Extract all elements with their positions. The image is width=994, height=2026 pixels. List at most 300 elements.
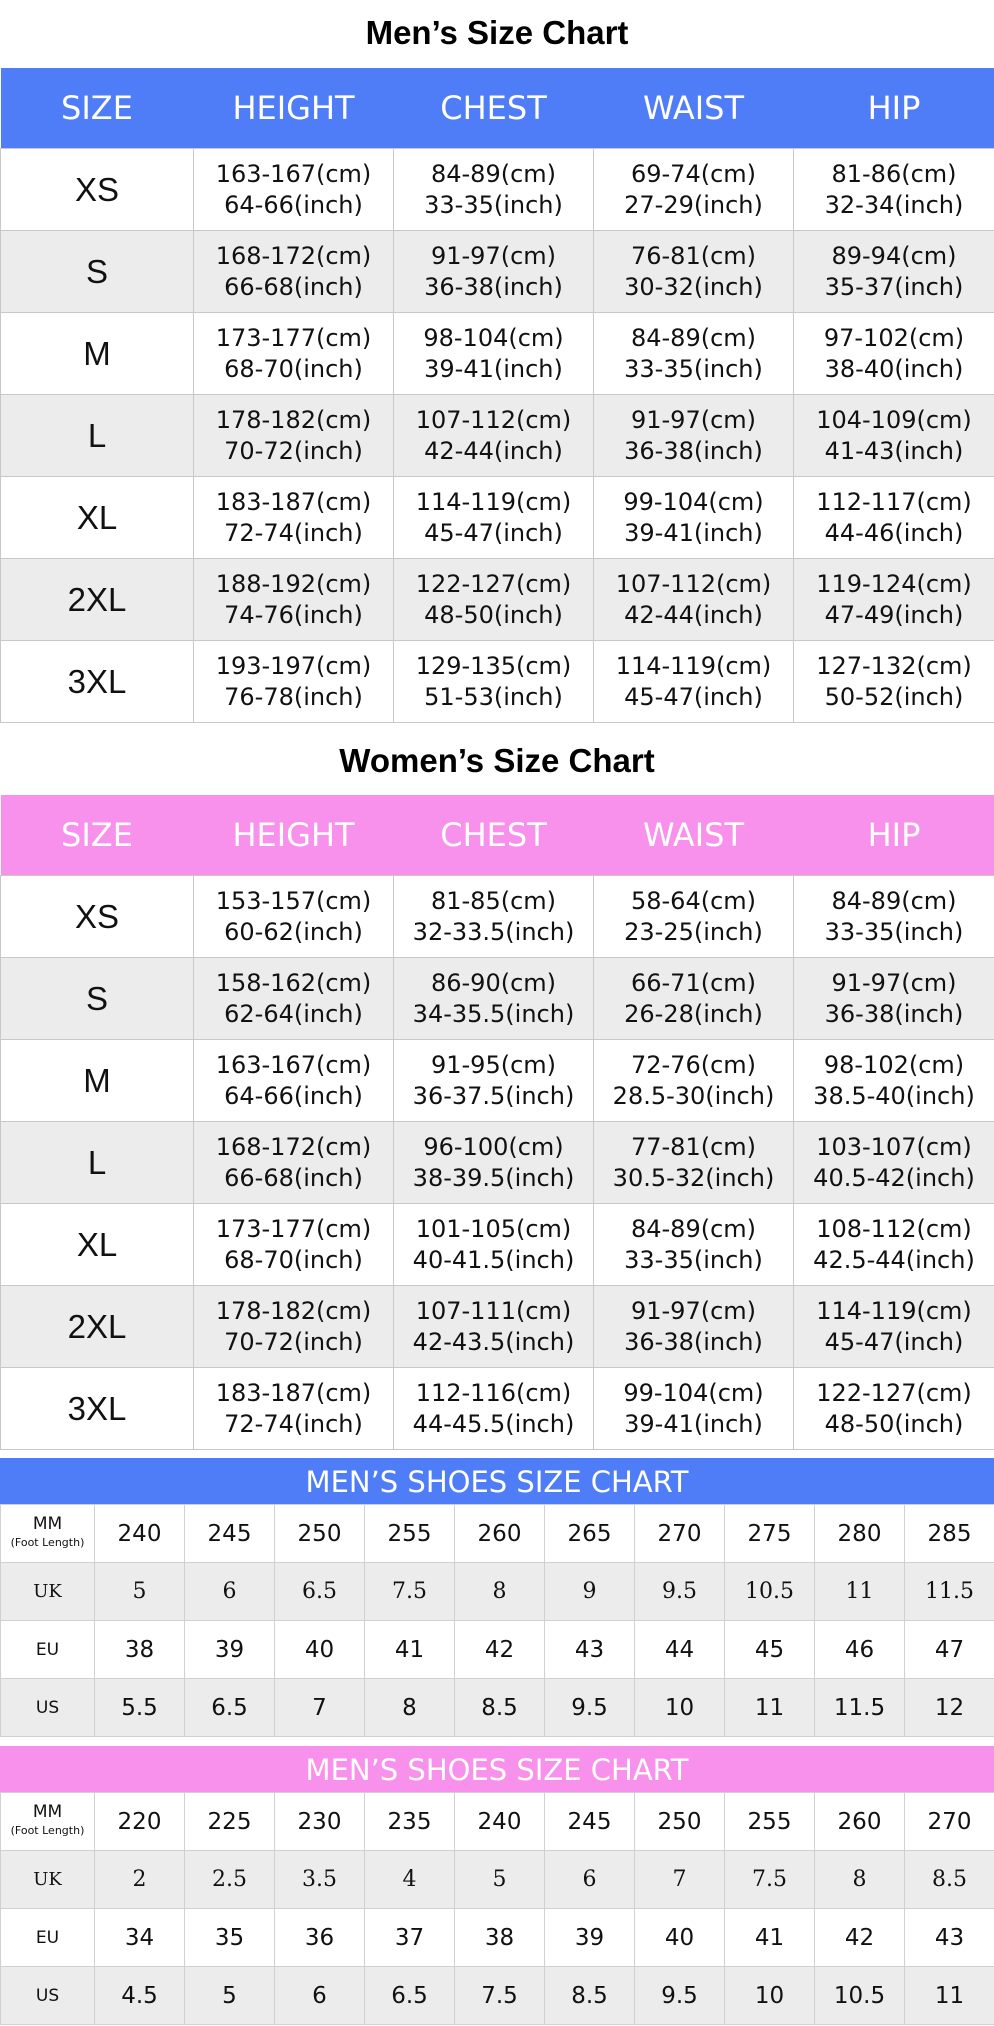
inch-value: 62-64(inch) [224, 999, 363, 1028]
inch-value: 47-49(inch) [824, 600, 964, 629]
measurement-cell [794, 395, 994, 477]
cm-value: 173-177(cm) [215, 323, 372, 352]
measurement-cell [194, 1122, 394, 1204]
inch-value: 33-35(inch) [824, 917, 964, 946]
foot-length-label: (Foot Length) [10, 1824, 85, 1837]
inch-value: 33-35(inch) [624, 354, 763, 383]
mm-value: 285 [905, 1505, 994, 1563]
measurement-cell [794, 876, 994, 958]
size-row-xl [1, 477, 994, 559]
mm-label-text: MM [32, 1514, 63, 1534]
column-header-height: HEIGHT [194, 795, 394, 876]
cm-value: 112-117(cm) [816, 487, 972, 516]
shoe-size-value: 5 [95, 1563, 185, 1621]
mm-value: 270 [905, 1793, 994, 1851]
column-header-size: SIZE [1, 68, 194, 149]
measurement-cell [394, 958, 594, 1040]
mm-value: 250 [275, 1505, 365, 1563]
shoe-size-value: 9.5 [635, 1563, 725, 1621]
size-label: S [1, 231, 194, 313]
column-header-chest: CHEST [394, 795, 594, 876]
size-row-m [1, 313, 994, 395]
shoe-size-value: 41 [365, 1621, 455, 1679]
shoe-size-value: 5.5 [95, 1679, 185, 1737]
inch-value: 27-29(inch) [624, 190, 763, 219]
shoe-size-value: 8 [365, 1679, 455, 1737]
column-header-waist: WAIST [594, 68, 794, 149]
shoe-size-value: 2.5 [185, 1851, 275, 1909]
measurement-cell [594, 559, 794, 641]
cm-value: 178-182(cm) [215, 405, 372, 434]
shoe-size-value: 7.5 [365, 1563, 455, 1621]
second-shoes-size-table [0, 1792, 994, 2025]
measurement-cell [394, 1368, 594, 1450]
measurement-cell [194, 1040, 394, 1122]
shoe-size-value: 40 [275, 1621, 365, 1679]
cm-value: 153-157(cm) [215, 886, 372, 915]
shoe-size-value: 7 [275, 1679, 365, 1737]
mm-value: 255 [725, 1793, 815, 1851]
shoe-size-value: 11 [905, 1967, 994, 2025]
cm-value: 178-182(cm) [215, 1296, 372, 1325]
inch-value: 38-40(inch) [824, 354, 964, 383]
inch-value: 36-38(inch) [424, 272, 563, 301]
mm-value: 235 [365, 1793, 455, 1851]
size-label: XS [1, 149, 194, 231]
measurement-cell [594, 313, 794, 395]
inch-value: 42.5-44(inch) [813, 1245, 975, 1274]
measurement-cell [594, 1122, 794, 1204]
measurement-cell [394, 395, 594, 477]
inch-value: 66-68(inch) [224, 1163, 363, 1192]
measurement-cell [594, 395, 794, 477]
inch-value: 26-28(inch) [624, 999, 763, 1028]
cm-value: 76-81(cm) [630, 241, 757, 270]
inch-value: 76-78(inch) [224, 682, 363, 711]
mm-value: 230 [275, 1793, 365, 1851]
size-label: 3XL [1, 1368, 194, 1450]
inch-value: 60-62(inch) [224, 917, 363, 946]
cm-value: 173-177(cm) [215, 1214, 372, 1243]
cm-value: 81-85(cm) [430, 886, 557, 915]
inch-value: 70-72(inch) [224, 436, 363, 465]
shoe-size-value: 11 [725, 1679, 815, 1737]
cm-value: 103-107(cm) [816, 1132, 972, 1161]
mm-label-text: MM [32, 1802, 63, 1822]
inch-value: 23-25(inch) [624, 917, 763, 946]
measurement-cell [194, 149, 394, 231]
measurement-cell [594, 876, 794, 958]
shoe-size-value: 4.5 [95, 1967, 185, 2025]
inch-value: 41-43(inch) [824, 436, 964, 465]
shoe-row-eu [1, 1909, 994, 1967]
cm-value: 108-112(cm) [816, 1214, 972, 1243]
size-label: XS [1, 876, 194, 958]
shoe-system-label: EU [1, 1621, 95, 1679]
shoe-size-value: 8 [815, 1851, 905, 1909]
column-header-size: SIZE [1, 795, 194, 876]
measurement-cell [794, 1204, 994, 1286]
shoe-size-value: 38 [455, 1909, 545, 1967]
shoe-size-value: 38 [95, 1621, 185, 1679]
shoe-size-value: 6 [185, 1563, 275, 1621]
measurement-cell [194, 1204, 394, 1286]
mm-value: 275 [725, 1505, 815, 1563]
shoe-size-value: 44 [635, 1621, 725, 1679]
shoe-row-eu [1, 1621, 994, 1679]
shoe-row-us [1, 1679, 994, 1737]
shoe-size-value: 5 [455, 1851, 545, 1909]
inch-value: 39-41(inch) [624, 1409, 763, 1438]
shoe-system-label: EU [1, 1909, 95, 1967]
measurement-cell [794, 313, 994, 395]
shoe-size-value: 46 [815, 1621, 905, 1679]
measurement-cell [194, 958, 394, 1040]
shoe-size-value: 12 [905, 1679, 994, 1737]
measurement-cell [594, 231, 794, 313]
cm-value: 129-135(cm) [415, 651, 572, 680]
measurement-cell [194, 876, 394, 958]
cm-value: 122-127(cm) [816, 1378, 972, 1407]
inch-value: 36-38(inch) [624, 1327, 763, 1356]
cm-value: 86-90(cm) [430, 968, 557, 997]
inch-value: 45-47(inch) [424, 518, 563, 547]
shoe-size-value: 10.5 [725, 1563, 815, 1621]
mm-value: 260 [815, 1793, 905, 1851]
shoe-size-value: 5 [185, 1967, 275, 2025]
measurement-cell [394, 1040, 594, 1122]
measurement-cell [194, 395, 394, 477]
cm-value: 81-86(cm) [831, 159, 957, 188]
size-label: 3XL [1, 641, 194, 723]
shoe-size-value: 6.5 [365, 1967, 455, 2025]
inch-value: 30.5-32(inch) [612, 1163, 775, 1192]
size-label: L [1, 1122, 194, 1204]
shoe-size-value: 8 [455, 1563, 545, 1621]
inch-value: 38-39.5(inch) [412, 1163, 575, 1192]
cm-value: 89-94(cm) [831, 241, 957, 270]
cm-value: 91-97(cm) [630, 1296, 757, 1325]
cm-value: 96-100(cm) [423, 1132, 564, 1161]
inch-value: 39-41(inch) [624, 518, 763, 547]
inch-value: 45-47(inch) [624, 682, 763, 711]
cm-value: 91-97(cm) [430, 241, 557, 270]
shoe-row-us [1, 1967, 994, 2025]
measurement-cell [194, 1368, 394, 1450]
cm-value: 77-81(cm) [630, 1132, 757, 1161]
shoe-size-value: 42 [815, 1909, 905, 1967]
shoe-system-label: UK [1, 1563, 95, 1621]
measurement-cell [394, 559, 594, 641]
size-row-xl [1, 1204, 994, 1286]
mm-label [1, 1505, 95, 1563]
mm-value: 240 [455, 1793, 545, 1851]
cm-value: 163-167(cm) [215, 159, 372, 188]
cm-value: 101-105(cm) [415, 1214, 572, 1243]
cm-value: 69-74(cm) [630, 159, 757, 188]
shoe-size-value: 11 [815, 1563, 905, 1621]
header-row [1, 795, 994, 876]
cm-value: 66-71(cm) [630, 968, 757, 997]
shoe-size-value: 3.5 [275, 1851, 365, 1909]
size-row-3xl [1, 1368, 994, 1450]
mm-value: 225 [185, 1793, 275, 1851]
inch-value: 74-76(inch) [224, 600, 363, 629]
shoe-size-value: 41 [725, 1909, 815, 1967]
measurement-cell [794, 559, 994, 641]
cm-value: 99-104(cm) [623, 1378, 764, 1407]
measurement-cell [194, 641, 394, 723]
shoe-size-value: 35 [185, 1909, 275, 1967]
size-row-l [1, 1122, 994, 1204]
shoe-size-value: 8.5 [905, 1851, 994, 1909]
mm-value: 260 [455, 1505, 545, 1563]
measurement-cell [394, 231, 594, 313]
size-row-l [1, 395, 994, 477]
measurement-cell [794, 1286, 994, 1368]
cm-value: 163-167(cm) [215, 1050, 372, 1079]
cm-value: 127-132(cm) [816, 651, 972, 680]
cm-value: 107-111(cm) [415, 1296, 572, 1325]
measurement-cell [194, 477, 394, 559]
measurement-cell [794, 1122, 994, 1204]
inch-value: 44-45.5(inch) [412, 1409, 575, 1438]
inch-value: 50-52(inch) [824, 682, 964, 711]
cm-value: 122-127(cm) [415, 569, 572, 598]
mm-row [1, 1793, 994, 1851]
inch-value: 38.5-40(inch) [813, 1081, 975, 1110]
inch-value: 68-70(inch) [224, 1245, 363, 1274]
mm-label [1, 1793, 95, 1851]
shoe-size-value: 4 [365, 1851, 455, 1909]
shoe-size-value: 34 [95, 1909, 185, 1967]
shoe-size-value: 10 [725, 1967, 815, 2025]
size-row-xs [1, 149, 994, 231]
measurement-cell [594, 641, 794, 723]
inch-value: 33-35(inch) [624, 1245, 763, 1274]
inch-value: 48-50(inch) [424, 600, 563, 629]
cm-value: 91-97(cm) [630, 405, 757, 434]
inch-value: 68-70(inch) [224, 354, 363, 383]
inch-value: 66-68(inch) [224, 272, 363, 301]
cm-value: 158-162(cm) [215, 968, 372, 997]
cm-value: 84-89(cm) [430, 159, 557, 188]
shoe-size-value: 43 [905, 1909, 994, 1967]
shoe-size-value: 9.5 [545, 1679, 635, 1737]
column-header-hip: HIP [794, 795, 994, 876]
mm-value: 220 [95, 1793, 185, 1851]
measurement-cell [794, 958, 994, 1040]
cm-value: 98-102(cm) [823, 1050, 965, 1079]
inch-value: 39-41(inch) [424, 354, 563, 383]
inch-value: 64-66(inch) [224, 1081, 363, 1110]
mm-value: 265 [545, 1505, 635, 1563]
size-label: S [1, 958, 194, 1040]
inch-value: 30-32(inch) [624, 272, 763, 301]
measurement-cell [394, 313, 594, 395]
inch-value: 42-44(inch) [424, 436, 563, 465]
shoe-size-value: 7.5 [455, 1967, 545, 2025]
shoe-size-value: 8.5 [455, 1679, 545, 1737]
measurement-cell [594, 149, 794, 231]
cm-value: 188-192(cm) [215, 569, 372, 598]
size-row-s [1, 958, 994, 1040]
shoe-size-value: 6.5 [185, 1679, 275, 1737]
size-row-3xl [1, 641, 994, 723]
shoe-size-value: 43 [545, 1621, 635, 1679]
shoe-size-value: 11.5 [905, 1563, 994, 1621]
measurement-cell [594, 1286, 794, 1368]
cm-value: 168-172(cm) [215, 241, 372, 270]
cm-value: 97-102(cm) [823, 323, 965, 352]
shoe-system-label: US [1, 1679, 95, 1737]
mens-size-table [0, 68, 994, 723]
shoe-size-value: 40 [635, 1909, 725, 1967]
inch-value: 51-53(inch) [424, 682, 563, 711]
inch-value: 40.5-42(inch) [813, 1163, 975, 1192]
mm-value: 255 [365, 1505, 455, 1563]
inch-value: 70-72(inch) [224, 1327, 363, 1356]
size-row-2xl [1, 559, 994, 641]
cm-value: 114-119(cm) [615, 651, 772, 680]
size-label: XL [1, 477, 194, 559]
inch-value: 28.5-30(inch) [612, 1081, 775, 1110]
size-row-2xl [1, 1286, 994, 1368]
shoe-size-value: 36 [275, 1909, 365, 1967]
inch-value: 48-50(inch) [824, 1409, 964, 1438]
shoe-size-value: 2 [95, 1851, 185, 1909]
mm-value: 250 [635, 1793, 725, 1851]
measurement-cell [794, 641, 994, 723]
inch-value: 44-46(inch) [824, 518, 964, 547]
measurement-cell [594, 1204, 794, 1286]
cm-value: 119-124(cm) [816, 569, 972, 598]
size-row-xs [1, 876, 994, 958]
womens-size-chart-title: Women’s Size Chart [339, 742, 655, 779]
cm-value: 91-97(cm) [831, 968, 957, 997]
shoe-size-value: 39 [545, 1909, 635, 1967]
shoe-size-value: 42 [455, 1621, 545, 1679]
column-header-height: HEIGHT [194, 68, 394, 149]
measurement-cell [394, 1122, 594, 1204]
measurement-cell [594, 477, 794, 559]
cm-value: 72-76(cm) [630, 1050, 757, 1079]
womens-size-table [0, 795, 994, 1450]
measurement-cell [394, 477, 594, 559]
measurement-cell [194, 313, 394, 395]
cm-value: 84-89(cm) [630, 323, 757, 352]
measurement-cell [394, 149, 594, 231]
measurement-cell [194, 559, 394, 641]
shoe-size-value: 9.5 [635, 1967, 725, 2025]
inch-value: 34-35.5(inch) [412, 999, 575, 1028]
cm-value: 84-89(cm) [630, 1214, 757, 1243]
measurement-cell [794, 149, 994, 231]
measurement-cell [794, 1368, 994, 1450]
shoe-system-label: US [1, 1967, 95, 2025]
size-row-m [1, 1040, 994, 1122]
foot-length-label: (Foot Length) [10, 1536, 85, 1549]
size-label: 2XL [1, 1286, 194, 1368]
mm-value: 280 [815, 1505, 905, 1563]
measurement-cell [794, 231, 994, 313]
header-row [1, 68, 994, 149]
shoe-size-value: 7 [635, 1851, 725, 1909]
shoe-size-value: 39 [185, 1621, 275, 1679]
inch-value: 32-34(inch) [824, 190, 964, 219]
shoe-size-value: 10 [635, 1679, 725, 1737]
inch-value: 72-74(inch) [224, 518, 363, 547]
cm-value: 58-64(cm) [630, 886, 757, 915]
cm-value: 84-89(cm) [831, 886, 957, 915]
inch-value: 42-44(inch) [624, 600, 763, 629]
mm-value: 245 [545, 1793, 635, 1851]
mens-size-chart-title: Men’s Size Chart [365, 14, 629, 51]
cm-value: 107-112(cm) [615, 569, 772, 598]
shoe-size-value: 8.5 [545, 1967, 635, 2025]
mm-value: 240 [95, 1505, 185, 1563]
measurement-cell [394, 876, 594, 958]
inch-value: 33-35(inch) [424, 190, 563, 219]
shoe-size-value: 37 [365, 1909, 455, 1967]
measurement-cell [394, 641, 594, 723]
measurement-cell [794, 477, 994, 559]
size-row-s [1, 231, 994, 313]
shoe-size-value: 6 [275, 1967, 365, 2025]
cm-value: 112-116(cm) [415, 1378, 572, 1407]
mm-value: 245 [185, 1505, 275, 1563]
shoe-size-value: 9 [545, 1563, 635, 1621]
size-label: M [1, 313, 194, 395]
mm-value: 270 [635, 1505, 725, 1563]
shoe-size-value: 10.5 [815, 1967, 905, 2025]
inch-value: 32-33.5(inch) [412, 917, 575, 946]
inch-value: 45-47(inch) [824, 1327, 964, 1356]
measurement-cell [594, 958, 794, 1040]
size-label: M [1, 1040, 194, 1122]
size-label: 2XL [1, 559, 194, 641]
mens-shoes-size-table [0, 1504, 994, 1737]
measurement-cell [394, 1204, 594, 1286]
inch-value: 72-74(inch) [224, 1409, 363, 1438]
shoe-size-value: 6.5 [275, 1563, 365, 1621]
cm-value: 168-172(cm) [215, 1132, 372, 1161]
cm-value: 104-109(cm) [816, 405, 972, 434]
shoe-row-uk [1, 1563, 994, 1621]
inch-value: 40-41.5(inch) [412, 1245, 575, 1274]
cm-value: 183-187(cm) [215, 1378, 372, 1407]
cm-value: 193-197(cm) [215, 651, 372, 680]
mm-row [1, 1505, 994, 1563]
cm-value: 107-112(cm) [415, 405, 572, 434]
inch-value: 36-38(inch) [624, 436, 763, 465]
cm-value: 114-119(cm) [415, 487, 572, 516]
shoe-size-value: 7.5 [725, 1851, 815, 1909]
measurement-cell [394, 1286, 594, 1368]
shoe-size-value: 11.5 [815, 1679, 905, 1737]
measurement-cell [194, 231, 394, 313]
inch-value: 36-38(inch) [824, 999, 964, 1028]
size-label: L [1, 395, 194, 477]
shoe-row-uk [1, 1851, 994, 1909]
inch-value: 35-37(inch) [824, 272, 964, 301]
shoe-size-value: 47 [905, 1621, 994, 1679]
cm-value: 91-95(cm) [430, 1050, 557, 1079]
measurement-cell [794, 1040, 994, 1122]
measurement-cell [594, 1040, 794, 1122]
shoe-size-value: 6 [545, 1851, 635, 1909]
inch-value: 36-37.5(inch) [412, 1081, 575, 1110]
